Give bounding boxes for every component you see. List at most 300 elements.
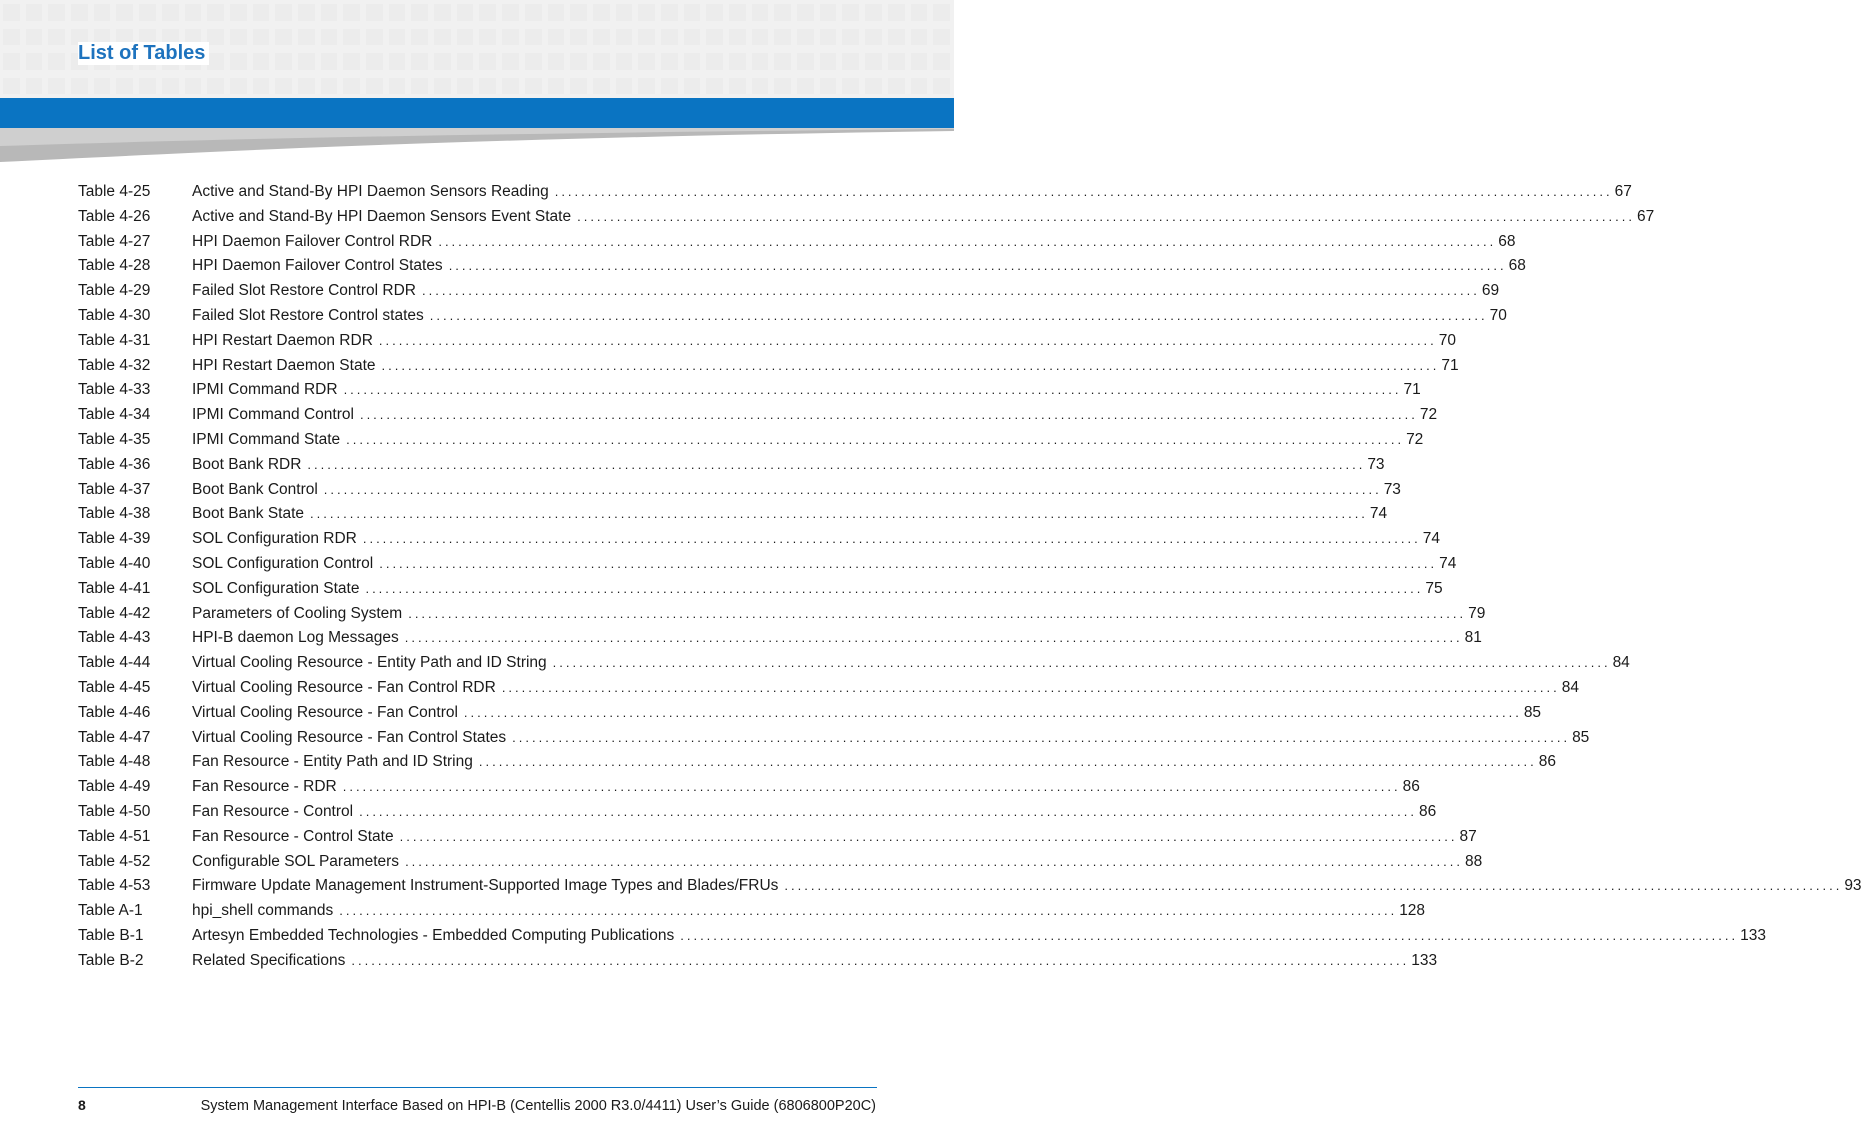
toc-entry[interactable] xyxy=(78,678,1579,704)
page-title: List of Tables xyxy=(78,42,209,65)
toc-entry-title: Parameters of Cooling System xyxy=(192,604,403,622)
header-pattern-square xyxy=(774,29,791,46)
header-pattern-square xyxy=(842,29,859,46)
toc-entry[interactable] xyxy=(78,455,1385,481)
header-pattern-square xyxy=(638,4,655,21)
toc-entry-title: Active and Stand-By HPI Daemon Sensors Reading xyxy=(192,183,549,200)
toc-entry-number: Table 4-25 xyxy=(78,183,151,200)
toc-entry-number: Table 4-39 xyxy=(78,530,151,548)
toc-entry-page: 72 xyxy=(1406,430,1424,448)
toc-entry-page: 67 xyxy=(1614,183,1632,200)
toc-entry-title: IPMI Command RDR xyxy=(192,381,338,399)
toc-entry-leader: ................................................................................................................................................................ xyxy=(362,531,1421,547)
toc-entry-number: Table 4-30 xyxy=(78,306,151,324)
header-pattern-square xyxy=(593,53,610,70)
header-pattern-square xyxy=(865,78,882,95)
header-pattern-square xyxy=(389,29,406,46)
header-pattern-square xyxy=(457,78,474,95)
toc-entry-title: SOL Configuration Control xyxy=(192,554,374,572)
toc-entry-number: Table 4-36 xyxy=(78,455,151,473)
header-pattern-square xyxy=(933,53,950,70)
header-pattern-square xyxy=(548,4,565,21)
header-pattern-square xyxy=(638,53,655,70)
toc-entry-page: 86 xyxy=(1418,802,1437,820)
toc-entry-number: Table 4-27 xyxy=(78,232,151,250)
header-pattern-square xyxy=(706,4,723,21)
toc-entry-title: Fan Resource - RDR xyxy=(192,778,337,796)
header-pattern-square xyxy=(684,78,701,95)
header-pattern-square xyxy=(933,4,950,21)
toc-entry-number: Table B-2 xyxy=(78,951,144,969)
header-pattern-square xyxy=(389,53,406,70)
footer-doc-title: System Management Interface Based on HPI-B (Centellis 2000 R3.0/4411) User’s Guide (6806800P20C) xyxy=(200,1098,876,1114)
toc-entry-page: 88 xyxy=(1464,852,1483,870)
header-pattern-square xyxy=(706,78,723,95)
toc-entry-page: 85 xyxy=(1572,728,1590,746)
header-pattern-square xyxy=(298,78,315,95)
header-pattern-square xyxy=(865,53,882,70)
toc-entry-page: 69 xyxy=(1481,282,1500,300)
header-pattern-square xyxy=(3,53,20,70)
header-pattern-square xyxy=(774,53,791,70)
toc-entry-page: 73 xyxy=(1367,455,1385,473)
header-pattern-square xyxy=(888,78,905,95)
toc-entry-title: Firmware Update Management Instrument-Supported Image Types and Blades/FRUs xyxy=(192,877,779,895)
toc-entry[interactable] xyxy=(78,703,1542,729)
toc-entry-page: 87 xyxy=(1459,827,1477,845)
header-pattern-square xyxy=(411,78,428,95)
toc-entry-leader: ................................................................................................................................................................ xyxy=(438,233,1497,249)
header-pattern-square xyxy=(616,29,633,46)
toc-entry-number: Table 4-44 xyxy=(78,654,151,672)
header-pattern-square xyxy=(207,4,224,21)
toc-entry-title: HPI Restart Daemon RDR xyxy=(192,331,373,349)
toc-entry-number: Table 4-29 xyxy=(78,282,151,300)
header-pattern-square xyxy=(593,78,610,95)
header-pattern-square xyxy=(321,29,338,46)
header-pattern-square xyxy=(842,53,859,70)
header-pattern-square xyxy=(71,4,88,21)
toc-entry-page: 86 xyxy=(1538,753,1556,771)
toc-entry-page: 81 xyxy=(1464,629,1482,647)
toc-entry[interactable] xyxy=(78,505,1388,530)
header-pattern-square xyxy=(525,29,542,46)
header-pattern-square xyxy=(26,78,43,95)
header-pattern-square xyxy=(774,78,791,95)
toc-entry-title: SOL Configuration RDR xyxy=(192,530,357,548)
toc-entry-number: Table 4-38 xyxy=(78,505,151,523)
list-of-tables xyxy=(78,183,1862,977)
toc-entry-title: Failed Slot Restore Control RDR xyxy=(192,282,416,300)
header-pattern-square xyxy=(207,53,224,70)
header-pattern-square xyxy=(729,29,746,46)
header-pattern-square xyxy=(888,4,905,21)
toc-entry[interactable] xyxy=(78,232,1516,258)
toc-entry[interactable] xyxy=(78,827,1477,853)
toc-entry-leader: ................................................................................................................................................................ xyxy=(399,828,1458,844)
toc-entry-number: Table 4-26 xyxy=(78,207,151,225)
toc-entry-leader: ................................................................................................................................................................ xyxy=(346,431,1405,447)
toc-entry-leader: ................................................................................................................................................................ xyxy=(429,307,1488,323)
header-pattern-square xyxy=(616,78,633,95)
header-pattern-square xyxy=(865,29,882,46)
toc-entry-number: Table 4-34 xyxy=(78,406,151,424)
toc-entry-number: Table 4-40 xyxy=(78,554,151,572)
toc-entry-leader: ................................................................................................................................................................ xyxy=(680,927,1739,943)
toc-entry-page: 71 xyxy=(1403,381,1421,399)
toc-entry-number: Table 4-53 xyxy=(78,877,151,895)
header-pattern-square xyxy=(389,4,406,21)
toc-entry-leader: ................................................................................................................................................................ xyxy=(310,506,1368,522)
toc-entry-leader: ................................................................................................................................................................ xyxy=(405,853,1463,869)
toc-entry-leader: ................................................................................................................................................................ xyxy=(421,283,1480,299)
header-pattern-square xyxy=(3,29,20,46)
toc-entry[interactable] xyxy=(78,728,1590,754)
header-gray-swoosh xyxy=(0,128,954,162)
header-pattern-square xyxy=(139,78,156,95)
header-pattern-square xyxy=(298,53,315,70)
toc-entry-title: Boot Bank Control xyxy=(192,480,318,498)
toc-entry[interactable] xyxy=(78,877,1862,902)
header-pattern-square xyxy=(26,29,43,46)
toc-entry-page: 85 xyxy=(1523,703,1542,721)
toc-entry[interactable] xyxy=(78,406,1438,431)
toc-entry-title: Virtual Cooling Resource - Fan Control RDR xyxy=(192,678,496,696)
toc-entry-number: Table 4-41 xyxy=(78,579,151,597)
toc-entry-page: 75 xyxy=(1425,579,1443,597)
toc-entry-number: Table 4-48 xyxy=(78,753,151,771)
toc-entry[interactable] xyxy=(78,381,1421,406)
toc-entry[interactable] xyxy=(78,753,1556,778)
header-pattern-square xyxy=(752,29,769,46)
header-pattern-square xyxy=(706,29,723,46)
header-pattern-square xyxy=(752,78,769,95)
header-pattern-square xyxy=(230,29,247,46)
toc-entry-title: HPI-B daemon Log Messages xyxy=(192,629,399,647)
header-pattern-square xyxy=(411,4,428,21)
header-pattern-square xyxy=(752,53,769,70)
toc-entry-number: Table 4-51 xyxy=(78,827,151,845)
toc-entry-title: Virtual Cooling Resource - Entity Path and ID String xyxy=(192,654,547,672)
toc-entry-leader: ................................................................................................................................................................ xyxy=(342,779,1401,795)
toc-entry[interactable] xyxy=(78,430,1424,456)
header-pattern-square xyxy=(434,78,451,95)
toc-entry-page: 68 xyxy=(1508,257,1526,275)
toc-entry-title: Virtual Cooling Resource - Fan Control xyxy=(192,703,458,721)
header-pattern-square xyxy=(479,4,496,21)
header-pattern-square xyxy=(411,29,428,46)
header-pattern-square xyxy=(321,53,338,70)
header-pattern-square xyxy=(434,4,451,21)
header-pattern-square xyxy=(298,4,315,21)
toc-entry-leader: ................................................................................................................................................................ xyxy=(379,555,1438,571)
toc-entry-title: SOL Configuration State xyxy=(192,579,360,597)
header-pattern-square xyxy=(343,29,360,46)
toc-entry[interactable] xyxy=(78,480,1401,506)
header-pattern-square xyxy=(593,4,610,21)
toc-entry[interactable] xyxy=(78,356,1459,382)
toc-entry[interactable] xyxy=(78,852,1483,878)
toc-entry-number: Table 4-43 xyxy=(78,629,151,647)
toc-entry-page: 86 xyxy=(1402,778,1420,796)
toc-entry[interactable] xyxy=(78,282,1500,307)
toc-entry-page: 74 xyxy=(1369,505,1388,523)
toc-entry-leader: ................................................................................................................................................................ xyxy=(577,208,1635,224)
toc-entry-leader: ................................................................................................................................................................ xyxy=(554,184,1613,199)
header-pattern-square xyxy=(162,4,179,21)
header-pattern-square xyxy=(321,4,338,21)
header-pattern-square xyxy=(729,78,746,95)
header-pattern-square xyxy=(207,78,224,95)
toc-entry[interactable] xyxy=(78,604,1486,630)
header-pattern-square xyxy=(774,4,791,21)
header-pattern-square xyxy=(94,78,111,95)
toc-entry-leader: ................................................................................................................................................................ xyxy=(359,803,1417,819)
header-pattern-square xyxy=(479,78,496,95)
footer-rule xyxy=(78,1087,877,1088)
header-pattern-square xyxy=(366,4,383,21)
header-pattern-square xyxy=(343,4,360,21)
header-pattern-square xyxy=(26,53,43,70)
toc-entry[interactable] xyxy=(78,331,1457,357)
toc-entry-leader: ................................................................................................................................................................ xyxy=(501,679,1560,695)
toc-entry-page: 79 xyxy=(1468,604,1486,622)
toc-entry[interactable] xyxy=(78,207,1655,233)
header-pattern-square xyxy=(457,29,474,46)
header-pattern-square xyxy=(275,29,292,46)
header-pattern-square xyxy=(275,53,292,70)
header-pattern-square xyxy=(661,29,678,46)
header-pattern-square xyxy=(434,53,451,70)
toc-entry[interactable] xyxy=(78,554,1457,580)
header-pattern-square xyxy=(706,53,723,70)
header-pattern-square xyxy=(888,29,905,46)
toc-entry-page: 84 xyxy=(1561,678,1579,696)
toc-entry-page: 93 xyxy=(1844,877,1862,895)
header-pattern-square xyxy=(230,4,247,21)
header-pattern-square xyxy=(820,4,837,21)
header-pattern-square xyxy=(616,4,633,21)
toc-entry-page: 74 xyxy=(1439,554,1457,572)
header-pattern-square xyxy=(48,78,65,95)
header-pattern-square xyxy=(3,4,20,21)
toc-entry-number: Table 4-33 xyxy=(78,381,151,399)
header-pattern-square xyxy=(253,29,270,46)
toc-entry-number: Table 4-46 xyxy=(78,703,151,721)
header-pattern-square xyxy=(797,4,814,21)
header-pattern-square xyxy=(502,29,519,46)
toc-entry-number: Table 4-31 xyxy=(78,331,151,349)
header-pattern-square xyxy=(253,53,270,70)
toc-entry-title: HPI Daemon Failover Control RDR xyxy=(192,232,433,250)
toc-entry-title: Fan Resource - Control State xyxy=(192,827,394,845)
toc-entry-page: 70 xyxy=(1489,306,1507,324)
toc-entry-number: Table B-1 xyxy=(78,926,144,944)
header-pattern-square xyxy=(230,53,247,70)
toc-entry-number: Table 4-49 xyxy=(78,778,151,796)
header-pattern-square xyxy=(752,4,769,21)
header-pattern-square xyxy=(116,4,133,21)
header-pattern-square xyxy=(797,78,814,95)
header-pattern-square xyxy=(593,29,610,46)
header-pattern-square xyxy=(253,4,270,21)
header-pattern-square xyxy=(638,78,655,95)
toc-entry-number: Table 4-42 xyxy=(78,604,151,622)
toc-entry[interactable] xyxy=(78,306,1507,332)
toc-entry[interactable] xyxy=(78,654,1630,679)
header-pattern-square xyxy=(525,78,542,95)
toc-entry-title: Boot Bank State xyxy=(192,505,305,523)
header-pattern-square xyxy=(389,78,406,95)
header-pattern-square xyxy=(502,4,519,21)
header-pattern-square xyxy=(434,29,451,46)
toc-entry-page: 70 xyxy=(1438,331,1457,349)
toc-entry-leader: ................................................................................................................................................................ xyxy=(463,704,1522,720)
header-pattern-square xyxy=(343,53,360,70)
header-pattern-square xyxy=(865,4,882,21)
toc-entry-title: Boot Bank RDR xyxy=(192,455,302,473)
toc-entry-title: HPI Restart Daemon State xyxy=(192,356,376,374)
toc-entry[interactable] xyxy=(78,183,1632,208)
toc-entry-page: 133 xyxy=(1411,951,1438,969)
footer-page-number: 8 xyxy=(78,1097,86,1113)
header-pattern-square xyxy=(116,78,133,95)
header-pattern-square xyxy=(933,78,950,95)
header-pattern-square xyxy=(911,53,928,70)
header-pattern-square xyxy=(366,78,383,95)
header-pattern-square xyxy=(911,29,928,46)
toc-entry-number: Table 4-28 xyxy=(78,257,151,275)
toc-entry-leader: ................................................................................................................................................................ xyxy=(365,580,1424,596)
header-pattern-square xyxy=(797,29,814,46)
toc-entry-title: hpi_shell commands xyxy=(192,902,334,920)
toc-entry[interactable] xyxy=(78,902,1426,927)
toc-entry[interactable] xyxy=(78,530,1440,555)
header-pattern-square xyxy=(321,78,338,95)
toc-entry-leader: ................................................................................................................................................................ xyxy=(307,456,1366,472)
header-pattern-square xyxy=(911,4,928,21)
toc-entry-number: Table 4-52 xyxy=(78,852,151,870)
header-blue-band xyxy=(0,98,954,128)
toc-entry-title: Fan Resource - Control xyxy=(192,802,354,820)
header-pattern-square xyxy=(411,53,428,70)
header-pattern-square xyxy=(729,53,746,70)
header-pattern-square xyxy=(820,78,837,95)
toc-entry-page: 84 xyxy=(1612,654,1630,672)
header-pattern-square xyxy=(570,53,587,70)
header-pattern-square xyxy=(820,29,837,46)
header-pattern-square xyxy=(185,78,202,95)
header-pattern-square xyxy=(684,53,701,70)
header-pattern-square xyxy=(684,29,701,46)
header-pattern-square xyxy=(525,4,542,21)
toc-entry[interactable] xyxy=(78,951,1438,977)
toc-entry-leader: ................................................................................................................................................................ xyxy=(381,357,1440,373)
header-pattern-square xyxy=(3,78,20,95)
toc-entry-title: Active and Stand-By HPI Daemon Sensors Event State xyxy=(192,207,572,225)
header-pattern-square xyxy=(479,29,496,46)
header-pattern-square xyxy=(842,78,859,95)
toc-entry-page: 67 xyxy=(1636,207,1655,225)
header-pattern-square xyxy=(366,53,383,70)
toc-entry-leader: ................................................................................................................................................................ xyxy=(343,382,1402,398)
toc-entry-leader: ................................................................................................................................................................ xyxy=(404,630,1463,646)
toc-entry[interactable] xyxy=(78,778,1420,803)
header-pattern-square xyxy=(933,29,950,46)
toc-entry-leader: ................................................................................................................................................................ xyxy=(552,655,1611,671)
toc-entry-title: Related Specifications xyxy=(192,951,346,969)
toc-entry[interactable] xyxy=(78,926,1766,952)
toc-entry-title: Failed Slot Restore Control states xyxy=(192,306,424,324)
header-pattern-square xyxy=(661,53,678,70)
toc-entry-page: 74 xyxy=(1422,530,1440,548)
toc-entry-number: Table 4-47 xyxy=(78,728,151,746)
header-pattern-square xyxy=(548,78,565,95)
header-pattern-square xyxy=(457,53,474,70)
toc-entry-title: HPI Daemon Failover Control States xyxy=(192,257,443,275)
toc-entry-page: 72 xyxy=(1419,406,1438,424)
header-pattern-square xyxy=(729,4,746,21)
header-pattern-square xyxy=(479,53,496,70)
toc-entry-title: Virtual Cooling Resource - Fan Control States xyxy=(192,728,507,746)
toc-entry[interactable] xyxy=(78,802,1437,828)
header-pattern-square xyxy=(570,4,587,21)
header-pattern-square xyxy=(207,29,224,46)
toc-entry-leader: ................................................................................................................................................................ xyxy=(351,952,1410,968)
toc-entry-leader: ................................................................................................................................................................ xyxy=(784,878,1843,894)
toc-entry[interactable] xyxy=(78,257,1526,282)
header-pattern-square xyxy=(230,78,247,95)
header-pattern-square xyxy=(48,29,65,46)
header-pattern-square xyxy=(48,53,65,70)
toc-entry-leader: ................................................................................................................................................................ xyxy=(339,903,1398,919)
header-pattern-square xyxy=(684,4,701,21)
header-pattern-square xyxy=(71,78,88,95)
toc-entry-number: Table 4-35 xyxy=(78,430,151,448)
header-pattern-square xyxy=(298,29,315,46)
header-pattern-square xyxy=(94,4,111,21)
header-pattern-square xyxy=(275,78,292,95)
toc-entry-leader: ................................................................................................................................................................ xyxy=(512,729,1571,745)
toc-entry-page: 73 xyxy=(1383,480,1401,498)
header-pattern-square xyxy=(162,78,179,95)
header-pattern-square xyxy=(638,29,655,46)
header-pattern-square xyxy=(502,78,519,95)
toc-entry[interactable] xyxy=(78,629,1482,654)
header-pattern-square xyxy=(548,53,565,70)
header-pattern-square xyxy=(661,78,678,95)
header-pattern-square xyxy=(570,29,587,46)
header-pattern-square xyxy=(820,53,837,70)
header-pattern-square xyxy=(548,29,565,46)
toc-entry[interactable] xyxy=(78,579,1443,605)
header-pattern-square xyxy=(366,29,383,46)
toc-entry-leader: ................................................................................................................................................................ xyxy=(359,407,1418,423)
header-pattern-square xyxy=(139,4,156,21)
header-pattern-square xyxy=(911,78,928,95)
toc-entry-page: 71 xyxy=(1441,356,1459,374)
header-pattern-square xyxy=(457,4,474,21)
toc-entry-title: Artesyn Embedded Technologies - Embedded Computing Publications xyxy=(192,926,675,944)
toc-entry-leader: ................................................................................................................................................................ xyxy=(478,754,1537,770)
header-pattern-square xyxy=(570,78,587,95)
header-pattern-square xyxy=(661,4,678,21)
toc-entry-number: Table A-1 xyxy=(78,902,143,920)
toc-entry-title: Fan Resource - Entity Path and ID String xyxy=(192,753,473,771)
toc-entry-title: IPMI Command State xyxy=(192,430,341,448)
header-pattern-square xyxy=(185,4,202,21)
header-pattern-square xyxy=(253,78,270,95)
